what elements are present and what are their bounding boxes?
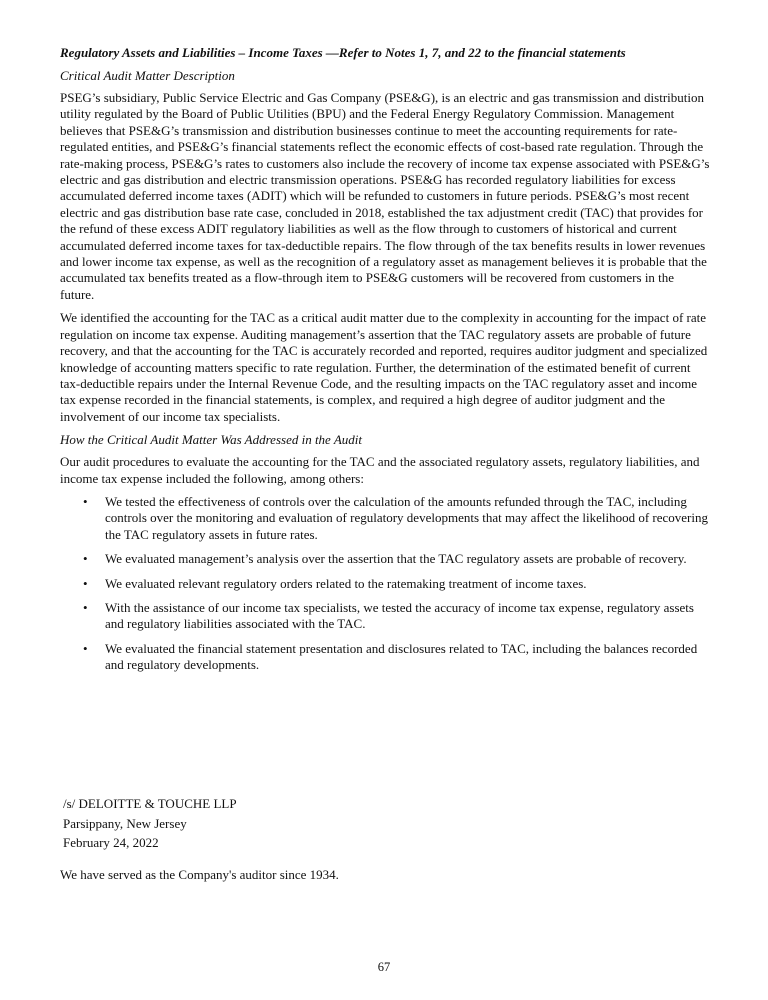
signature-location: Parsippany, New Jersey	[63, 815, 187, 831]
auditor-tenure-note: We have served as the Company's auditor since 1934.	[60, 867, 339, 882]
how-addressed-heading: How the Critical Audit Matter Was Addressed in the Audit	[60, 432, 363, 448]
list-item-presentation-disclosures: • We evaluated the financial statement presentation and disclosures related to TAC, including the balances recorded and regulatory developments.	[60, 641, 710, 674]
list-item-regulatory-orders: • We evaluated relevant regulatory orders related to the ratemaking treatment of income taxes.	[60, 576, 710, 592]
audit-procedures-intro: Our audit procedures to evaluate the accounting for the TAC and the associated regulatory assets, regulatory liabilities, and income tax expense included the following, among others:	[60, 454, 700, 486]
list-item-controls-testing: • We tested the effectiveness of controls over the calculation of the amounts refunded through the TAC, including controls over the monitoring and evaluation of regulatory developments that may affect the likelihood of recovering the TAC regulatory assets in future rates.	[60, 494, 710, 543]
signature-date: February 24, 2022	[63, 835, 159, 850]
critical-audit-matter-paragraph-2: We identified the accounting for the TAC as a critical audit matter due to the complexity in accounting for the impact of rate regulation on income tax expense. Auditing management’s assertion that the TAC regulatory assets are probable of future recovery, and that the accounting for the TAC is accurately recorded and reported, requires auditor judgment and specialized knowledge of accounting matters specific to rate regulation. Further, the determination of the estimated benefit of current tax-deductible repairs under the Internal Revenue Code, and the resulting impacts on the TAC regulatory asset and income tax expense recorded in the financial statements, is complex, and required a high degree of auditor judgment and the involvement of our income tax specialists.	[60, 310, 708, 424]
critical-audit-matter-description-heading: Critical Audit Matter Description	[60, 68, 235, 83]
page-number: 67	[377, 960, 391, 974]
list-item-tax-specialists: • With the assistance of our income tax specialists, we tested the accuracy of income tax expense, regulatory assets and regulatory liabilities associated with the TAC.	[60, 600, 710, 633]
section-heading-regulatory-assets: Regulatory Assets and Liabilities – Income Taxes —Refer to Notes 1, 7, and 22 to the financial statements	[60, 45, 626, 60]
signature-firm-name: /s/ DELOITTE & TOUCHE LLP	[63, 796, 237, 811]
signature-block	[63, 794, 237, 853]
list-item-management-analysis: • We evaluated management’s analysis over the assertion that the TAC regulatory assets are probable of recovery.	[60, 551, 710, 567]
audit-procedures-list	[60, 494, 710, 674]
critical-audit-matter-paragraph-1: PSEG’s subsidiary, Public Service Electric and Gas Company (PSE&G), is an electric and gas transmission and distribution utility regulated by the Board of Public Utilities (BPU) and the Federal Energy Regulatory Commission. Management believes that PSE&G’s transmission and distribution businesses continue to meet the accounting requirements for rate-regulated entities, and PSE&G’s financial statements reflect the economic effects of cost-based rate regulation. Through the rate-making process, PSE&G’s rates to customers also include the recovery of income tax expense associated with PSE&G’s electric and gas distribution and electric transmission operations. PSE&G has recorded regulatory liabilities for excess accumulated deferred income taxes (ADIT) which will be refunded to customers in future periods. PSE&G’s most recent electric and gas distribution base rate case, concluded in 2018, established the tax adjustment credit (TAC) that provides for the refund of these excess ADIT regulatory liabilities as well as the flow through to customers of historical and current accumulated deferred income taxes for tax-deductible repairs. The flow through of the tax benefits results in lower revenues and lower income tax expense, as well as the recognition of a regulatory asset as management believes it is probable that the accumulated tax benefits treated as a flow-through item to PSE&G customers will be recovered from customers in the future.	[60, 90, 710, 302]
